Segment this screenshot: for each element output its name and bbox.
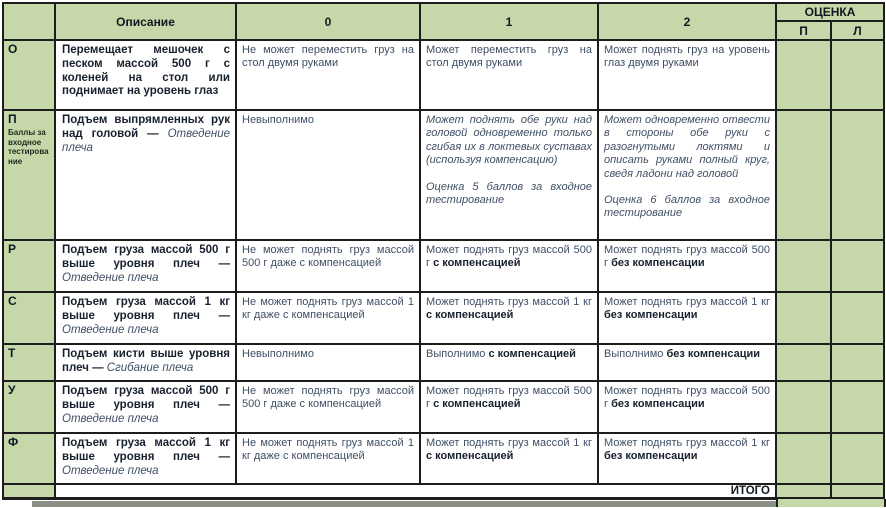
text-segment: Отведение плеча <box>62 127 231 154</box>
text-segment: Не может поднять груз массой 500 г даже с компенсацией <box>242 244 414 270</box>
text-segment: без компенсации <box>666 348 761 360</box>
paragraph <box>242 244 414 271</box>
row-letter-cell <box>3 40 55 110</box>
table-body <box>3 40 884 484</box>
total-row <box>3 484 884 499</box>
text-segment: с компенсацией <box>426 450 514 463</box>
text-segment: Может поднять груз массой 500 г <box>426 244 592 270</box>
row-letter-cell <box>3 381 55 433</box>
text-segment: — <box>199 309 230 322</box>
text-segment: Подъем выпрямленных рук над головой <box>62 114 230 140</box>
paragraph <box>426 348 592 361</box>
row-letter: У <box>8 383 16 397</box>
paragraph <box>242 385 414 412</box>
text-segment: — <box>199 257 230 270</box>
text-segment: Может поднять груз массой 1 кг <box>426 296 592 308</box>
score-0-criteria-cell <box>236 240 420 292</box>
right-hand-score-cell <box>776 381 831 433</box>
left-hand-score-cell <box>831 344 884 381</box>
row-description-cell <box>55 381 236 433</box>
paragraph <box>242 348 414 361</box>
row-description-cell <box>55 240 236 292</box>
row-letter: Р <box>8 242 17 256</box>
total-label: ИТОГО <box>730 485 770 497</box>
score-2-criteria-cell <box>598 240 776 292</box>
paragraph <box>426 181 592 208</box>
row-letter-cell <box>3 240 55 292</box>
row-letter-cell <box>3 344 55 381</box>
table-row <box>3 110 884 240</box>
text-segment: Невыполнимо <box>242 348 314 360</box>
paragraph <box>242 44 414 71</box>
text-segment: с компенсацией <box>433 257 521 270</box>
header-description: Описание <box>55 3 236 40</box>
text-segment: Может переместить груз на стол двумя руками <box>426 44 592 70</box>
text-segment: Не может поднять груз массой 500 г даже с компенсацией <box>242 385 414 411</box>
header-row-1 <box>3 3 884 21</box>
text-segment: Невыполнимо <box>242 114 314 126</box>
text-segment: Может поднять груз на уровень глаз двумя руками <box>604 44 770 70</box>
paragraph <box>604 385 770 412</box>
score-1-criteria-cell <box>420 292 598 344</box>
row-letter-cell <box>3 110 55 240</box>
score-1-criteria-cell <box>420 344 598 381</box>
right-hand-score-cell <box>776 433 831 484</box>
row-description-cell <box>55 40 236 110</box>
table-row <box>3 292 884 344</box>
total-right-score-cell <box>776 484 831 499</box>
paragraph <box>242 296 414 323</box>
paragraph <box>604 348 770 361</box>
text-segment: Подъем груза массой 1 кг выше уровня плеч <box>62 437 230 463</box>
paragraph <box>604 437 770 464</box>
row-letter: О <box>8 42 18 56</box>
score-2-criteria-cell <box>598 381 776 433</box>
text-segment: без компенсации <box>604 450 698 463</box>
row-letter: П <box>8 112 17 126</box>
right-hand-score-cell <box>776 292 831 344</box>
text-segment: без компенсации <box>604 309 698 322</box>
score-0-criteria-cell <box>236 110 420 240</box>
text-segment: с компенсацией <box>426 309 514 322</box>
paragraph <box>426 114 592 168</box>
row-description-cell <box>55 344 236 381</box>
score-2-criteria-cell <box>598 110 776 240</box>
text-segment: Может поднять груз массой 1 кг <box>426 437 592 449</box>
text-segment: Отведение плеча <box>62 412 159 425</box>
text-segment: Оценка 5 баллов за входное тестирование <box>426 180 592 207</box>
score-0-criteria-cell <box>236 292 420 344</box>
right-hand-score-cell <box>776 344 831 381</box>
total-letter-cell <box>3 484 55 499</box>
total-label-cell <box>55 484 776 499</box>
paragraph <box>426 385 592 412</box>
row-letter: С <box>8 294 17 308</box>
assessment-table <box>2 2 885 500</box>
left-hand-score-cell <box>831 240 884 292</box>
right-hand-score-cell <box>776 240 831 292</box>
row-description-cell <box>55 292 236 344</box>
text-segment: Может поднять обе руки над головой одновременно только сгибая их в локтевых суставах (используя компенсацию) <box>426 114 592 167</box>
header-score-1: 1 <box>420 3 598 40</box>
paragraph <box>426 296 592 323</box>
text-segment: — <box>199 450 230 463</box>
header-right-hand: П <box>776 21 831 40</box>
text-segment: Может поднять груз массой 500 г <box>604 385 770 411</box>
text-segment: Сгибание плеча <box>106 361 194 374</box>
text-segment: Не может переместить груз на стол двумя руками <box>242 44 414 70</box>
paragraph <box>242 114 414 127</box>
row-letter-note: Баллы за входное тестирование <box>8 128 49 166</box>
header-score-2: 2 <box>598 3 776 40</box>
paragraph <box>426 244 592 271</box>
paragraph <box>426 437 592 464</box>
row-letter-cell <box>3 292 55 344</box>
paragraph <box>604 114 770 181</box>
score-1-criteria-cell <box>420 240 598 292</box>
text-segment: Может поднять груз массой 1 кг <box>604 296 770 308</box>
text-segment: без компенсации <box>611 257 705 270</box>
score-2-criteria-cell <box>598 40 776 110</box>
text-segment: Отведение плеча <box>62 464 159 477</box>
paragraph <box>604 244 770 271</box>
paragraph <box>604 296 770 323</box>
text-segment: Выполнимо <box>604 348 667 360</box>
table-row <box>3 344 884 381</box>
text-segment: Не может поднять груз массой 1 кг даже с компенсацией <box>242 437 414 463</box>
table-row <box>3 433 884 484</box>
text-segment: Может поднять груз массой 500 г <box>604 244 770 270</box>
text-segment: Подъем кисти выше уровня плеч <box>62 348 230 374</box>
text-segment: Не может поднять груз массой 1 кг даже с компенсацией <box>242 296 414 322</box>
table-row <box>3 40 884 110</box>
row-letter-cell <box>3 433 55 484</box>
score-2-criteria-cell <box>598 433 776 484</box>
text-segment: Может одновременно отвести в стороны обе руки с разогнутыми локтями и описать руками полный круг, сведя ладони над головой <box>604 114 770 180</box>
text-segment: Выполнимо <box>426 348 489 360</box>
text-segment: Подъем груза массой 500 г выше уровня плеч <box>62 244 230 270</box>
text-segment: — <box>88 361 107 374</box>
table-row <box>3 381 884 433</box>
text-segment: — <box>199 398 230 411</box>
text-segment: Отведение плеча <box>62 271 159 284</box>
text-segment: Оценка 6 баллов за входное тестирование <box>604 194 770 220</box>
right-hand-score-cell <box>776 40 831 110</box>
text-segment: Перемещает мешочек с песком массой 500 г с коленей на стол или поднимает на уровень глаз <box>62 44 230 98</box>
score-1-criteria-cell <box>420 433 598 484</box>
paragraph <box>604 194 770 221</box>
header-left-hand: Л <box>831 21 884 40</box>
header-score-0: 0 <box>236 3 420 40</box>
score-0-criteria-cell <box>236 381 420 433</box>
row-description-cell <box>55 110 236 240</box>
page-edge-shadow <box>32 501 776 507</box>
text-segment: Отведение плеча <box>62 323 159 336</box>
left-hand-score-cell <box>831 433 884 484</box>
score-0-criteria-cell <box>236 40 420 110</box>
text-segment: без компенсации <box>611 398 705 411</box>
page-bottom-edge <box>0 501 886 508</box>
left-hand-score-cell <box>831 110 884 240</box>
text-segment: Подъем груза массой 1 кг выше уровня плеч <box>62 296 230 322</box>
document-page <box>0 2 886 508</box>
total-left-score-cell <box>831 484 884 499</box>
left-hand-score-cell <box>831 40 884 110</box>
text-segment: Может поднять груз массой 1 кг <box>604 437 770 449</box>
left-hand-score-cell <box>831 292 884 344</box>
score-1-criteria-cell <box>420 40 598 110</box>
text-segment: Подъем груза массой 500 г выше уровня плеч <box>62 385 230 411</box>
row-letter: Т <box>8 346 16 360</box>
right-hand-score-cell <box>776 110 831 240</box>
row-description-cell <box>55 433 236 484</box>
table-row <box>3 240 884 292</box>
score-0-criteria-cell <box>236 344 420 381</box>
text-segment: — <box>138 127 168 140</box>
score-2-criteria-cell <box>598 344 776 381</box>
text-segment: Может поднять груз массой 500 г <box>426 385 592 411</box>
text-segment: с компенсацией <box>488 348 576 360</box>
header-letter-cell <box>3 3 55 40</box>
left-hand-score-cell <box>831 381 884 433</box>
score-2-criteria-cell <box>598 292 776 344</box>
text-segment: с компенсацией <box>433 398 521 411</box>
score-1-criteria-cell <box>420 381 598 433</box>
paragraph <box>604 44 770 71</box>
paragraph <box>242 437 414 464</box>
paragraph <box>426 44 592 71</box>
score-1-criteria-cell <box>420 110 598 240</box>
score-0-criteria-cell <box>236 433 420 484</box>
header-assessment: ОЦЕНКА <box>776 3 884 21</box>
row-letter: Ф <box>8 435 19 449</box>
